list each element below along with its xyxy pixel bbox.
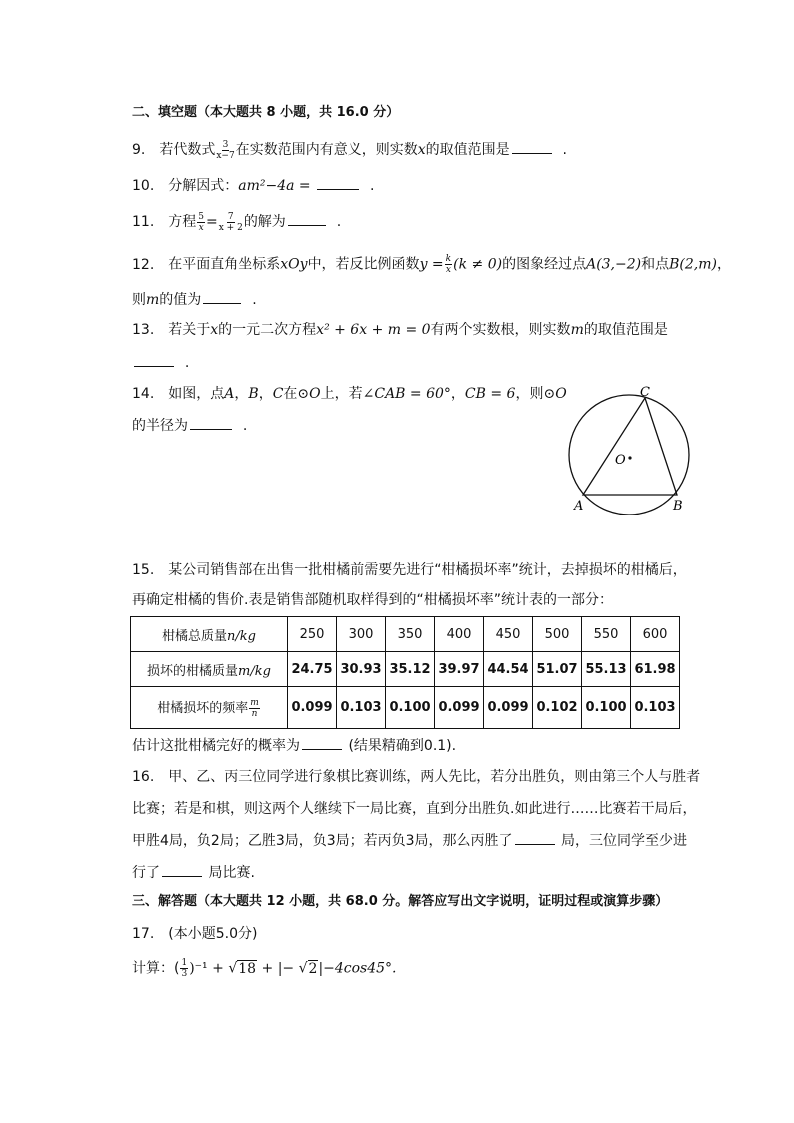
question-16-line-4: 行了 局比赛. bbox=[132, 862, 255, 883]
table-cell: 0.102 bbox=[533, 687, 582, 729]
table-cell: 0.099 bbox=[288, 687, 337, 729]
table-cell: 0.099 bbox=[484, 687, 533, 729]
question-16-line-3: 甲胜4局，负2局；乙胜3局，负3局；若丙负3局，那么丙胜了 局，三位同学至少进 bbox=[132, 830, 687, 851]
label-o: O bbox=[615, 453, 626, 468]
question-16: 16. 甲、乙、丙三位同学进行象棋比赛训练，两人先比，若分出胜负，则由第三个人与胜者 bbox=[132, 769, 701, 785]
sqrt-symbol: √ bbox=[298, 960, 308, 977]
table-cell: 250 bbox=[288, 617, 337, 652]
question-number: 17. bbox=[132, 926, 155, 942]
table-cell: 350 bbox=[386, 617, 435, 652]
table-row bbox=[131, 652, 680, 687]
fraction: $\frac{5}{x}$ bbox=[198, 211, 204, 233]
question-14-line-2: 的半径为 . bbox=[132, 415, 247, 436]
question-15-line-2: 再确定柑橘的售价.表是销售部随机取样得到的“柑橘损坏率”统计表的一部分： bbox=[132, 592, 613, 608]
fraction: $\frac{3}{x-7}$ bbox=[216, 139, 235, 161]
answer-blank[interactable] bbox=[515, 830, 555, 845]
question-9: 9. 若代数式 $\frac{3}{x-7}$ 在实数范围内有意义，则实数x的取值范围是 . bbox=[132, 139, 567, 161]
section-2-title: 二、填空题（本大题共 8 小题，共 16.0 分） bbox=[132, 105, 400, 120]
table-cell: 600 bbox=[631, 617, 680, 652]
question-10: 10. 分解因式：am²−4a = . bbox=[132, 175, 374, 196]
question-11: 11. 方程 $\frac{5}{x}$ = $\frac{7}{x + 2}$ 的解为 . bbox=[132, 211, 342, 233]
table-cell: 550 bbox=[582, 617, 631, 652]
question-16-line-2: 比赛；若是和棋，则这两个人继续下一局比赛，直到分出胜负.如此进行……比赛若干局后， bbox=[132, 801, 697, 817]
fraction: $\frac{1}{3}$ bbox=[181, 958, 188, 979]
table-row bbox=[131, 617, 680, 652]
question-number: 12. bbox=[132, 256, 155, 273]
question-number: 9. bbox=[132, 142, 146, 158]
fraction: $\frac{7}{x + 2}$ bbox=[218, 211, 243, 233]
label-c: C bbox=[640, 385, 650, 400]
answer-blank[interactable] bbox=[203, 289, 241, 304]
question-12-line-2: 则m的值为 . bbox=[132, 289, 257, 310]
circle-triangle-figure bbox=[562, 380, 702, 515]
table-cell: 39.97 bbox=[435, 652, 484, 687]
table-cell: 0.103 bbox=[337, 687, 386, 729]
table-cell: 51.07 bbox=[533, 652, 582, 687]
answer-blank[interactable] bbox=[190, 415, 232, 430]
question-14: 14. 如图，点A，B，C在⊙O上，若∠CAB = 60°，CB = 6，则⊙O bbox=[132, 386, 567, 402]
circle-o bbox=[569, 395, 689, 515]
question-12: 12. 在平面直角坐标系xOy中，若反比例函数y = $\frac{k}{x}$ (k ≠ 0)的图象经过点A(3,−2)和点B(2,m)， bbox=[132, 254, 731, 275]
table-cell: 0.100 bbox=[386, 687, 435, 729]
question-17: 17. (本小题5.0分) bbox=[132, 926, 258, 942]
center-point bbox=[628, 456, 631, 459]
answer-blank[interactable] bbox=[134, 352, 174, 367]
question-13-line-2: . bbox=[132, 352, 189, 373]
question-number: 13. bbox=[132, 322, 155, 338]
question-number: 14. bbox=[132, 386, 155, 402]
table-cell: 300 bbox=[337, 617, 386, 652]
question-number: 11. bbox=[132, 214, 155, 230]
label-a: A bbox=[574, 499, 584, 514]
question-15: 15. 某公司销售部在出售一批柑橘前需要先进行“柑橘损坏率”统计，去掉损坏的柑橘后， bbox=[132, 562, 687, 578]
table-cell: 44.54 bbox=[484, 652, 533, 687]
row-header: 柑橘损坏的频率 $\frac{m}{n}$ bbox=[131, 687, 288, 729]
fraction: $\frac{k}{x}$ bbox=[445, 254, 452, 275]
question-17-expression: 计算：( $\frac{1}{3}$ )⁻¹ + √18 + |− √2|−4cos45°. bbox=[132, 958, 397, 979]
table-row bbox=[131, 687, 680, 729]
question-number: 16. bbox=[132, 769, 155, 785]
row-header: 损坏的柑橘质量m/kg bbox=[131, 652, 288, 687]
table-cell: 61.98 bbox=[631, 652, 680, 687]
answer-blank[interactable] bbox=[162, 862, 202, 877]
table-cell: 0.099 bbox=[435, 687, 484, 729]
table-cell: 30.93 bbox=[337, 652, 386, 687]
answer-blank[interactable] bbox=[288, 211, 326, 226]
data-table bbox=[130, 616, 680, 729]
section-3-title: 三、解答题（本大题共 12 小题，共 68.0 分。解答应写出文字说明，证明过程或演算步骤） bbox=[132, 894, 669, 909]
label-b: B bbox=[673, 499, 683, 514]
table-cell: 55.13 bbox=[582, 652, 631, 687]
answer-blank[interactable] bbox=[512, 139, 552, 154]
row-header: 柑橘总质量n/kg bbox=[131, 617, 288, 652]
table-cell: 0.100 bbox=[582, 687, 631, 729]
table-cell: 35.12 bbox=[386, 652, 435, 687]
table-cell: 0.103 bbox=[631, 687, 680, 729]
answer-blank[interactable] bbox=[317, 175, 359, 190]
question-number: 15. bbox=[132, 562, 155, 578]
table-cell: 450 bbox=[484, 617, 533, 652]
triangle-abc bbox=[583, 398, 677, 495]
question-number: 10. bbox=[132, 178, 155, 194]
question-15-estimate: 估计这批柑橘完好的概率为 (结果精确到0.1). bbox=[132, 735, 456, 756]
question-13: 13. 若关于x的一元二次方程x² + 6x + m = 0有两个实数根，则实数m的取值范围是 bbox=[132, 322, 668, 338]
table-cell: 500 bbox=[533, 617, 582, 652]
answer-blank[interactable] bbox=[302, 735, 342, 750]
table-cell: 24.75 bbox=[288, 652, 337, 687]
table-cell: 400 bbox=[435, 617, 484, 652]
sqrt-symbol: √ bbox=[228, 960, 238, 977]
